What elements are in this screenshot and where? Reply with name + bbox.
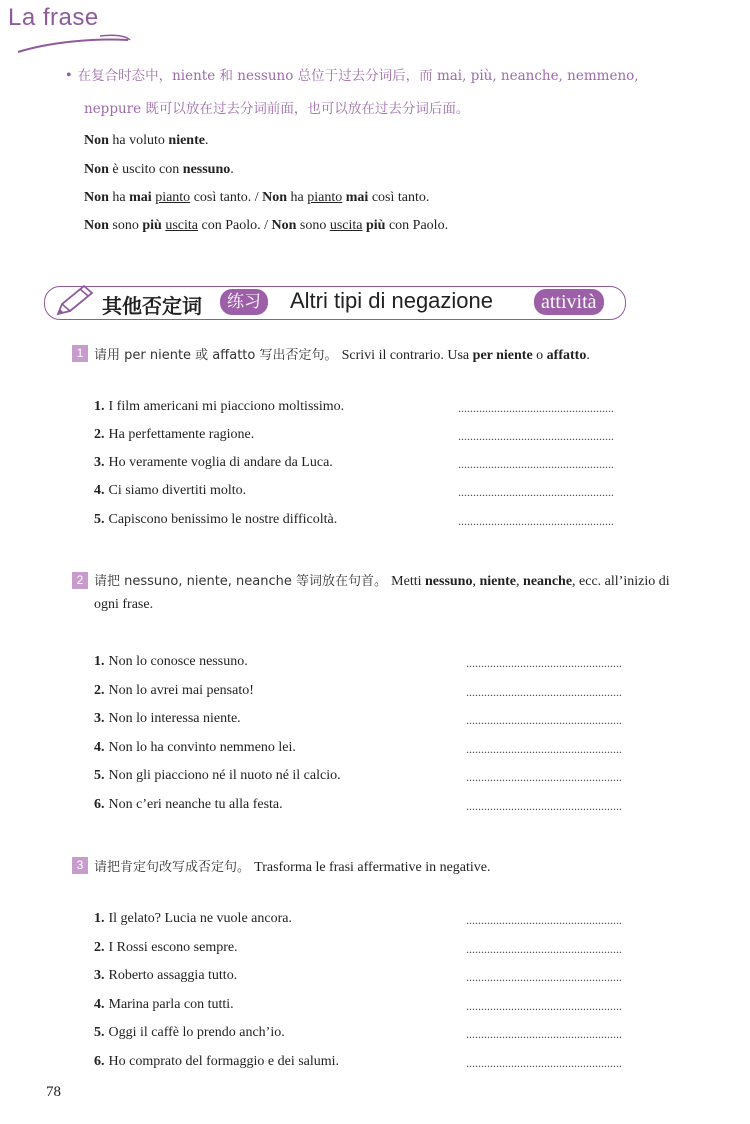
section-title-cn: 其他否定词 <box>102 294 202 318</box>
exercise-instruction: 请把 nessuno, niente, neanche 等词放在句首。 Metti nessuno, niente, neanche, ecc. all’inizio di <box>94 574 670 589</box>
exercise-item: 1. I film americani mi piacciono moltissimo. <box>94 399 345 414</box>
answer-blank[interactable]: .................................................... <box>466 656 622 670</box>
answer-blank[interactable]: .................................................... <box>458 401 614 415</box>
exercise-item: 1. Non lo conosce nessuno. <box>94 654 248 669</box>
answer-blank[interactable]: .................................................... <box>466 1027 622 1041</box>
exercise-number-badge: 3 <box>72 857 88 874</box>
exercise-item: 3. Roberto assaggia tutto. <box>94 968 238 983</box>
answer-blank[interactable]: .................................................... <box>458 485 614 499</box>
section-pill-cn: 练习 <box>220 289 268 315</box>
section-pill-it: attività <box>534 289 604 315</box>
exercise-item: 3. Ho veramente voglia di andare da Luca. <box>94 455 333 470</box>
example-sentence: Non ha mai pianto così tanto. / Non ha pianto mai così tanto. <box>84 190 430 205</box>
exercise-item: 5. Oggi il caffè lo prendo anch’io. <box>94 1025 285 1040</box>
answer-blank[interactable]: .................................................... <box>458 429 614 443</box>
exercise-instruction-continued: ogni frase. <box>94 597 154 612</box>
exercise-item: 4. Ci siamo divertiti molto. <box>94 483 247 498</box>
exercise-item: 6. Non c’eri neanche tu alla festa. <box>94 797 283 812</box>
exercise-item: 2. Non lo avrei mai pensato! <box>94 683 254 698</box>
answer-blank[interactable]: .................................................... <box>466 713 622 727</box>
exercise-item: 4. Marina parla con tutti. <box>94 997 234 1012</box>
exercise-instruction: 请把肯定句改写成否定句。 Trasforma le frasi affermative in negative. <box>94 860 491 875</box>
exercise-item: 2. Ha perfettamente ragione. <box>94 427 255 442</box>
answer-blank[interactable]: .................................................... <box>466 742 622 756</box>
section-title-it: Altri tipi di negazione <box>290 288 494 313</box>
bullet-icon: • <box>66 67 72 84</box>
grammar-note-line-2: neppure 既可以放在过去分词前面，也可以放在过去分词后面。 <box>84 101 470 117</box>
answer-blank[interactable]: .................................................... <box>466 770 622 784</box>
exercise-item: 5. Non gli piacciono né il nuoto né il calcio. <box>94 768 341 783</box>
example-sentence: Non sono più uscita con Paolo. / Non sono uscita più con Paolo. <box>84 218 449 233</box>
example-sentence: Non è uscito con nessuno. <box>84 162 234 177</box>
exercise-item: 6. Ho comprato del formaggio e dei salumi. <box>94 1054 340 1069</box>
exercise-item: 5. Capiscono benissimo le nostre difficoltà. <box>94 512 338 527</box>
answer-blank[interactable]: .................................................... <box>466 1056 622 1070</box>
answer-blank[interactable]: .................................................... <box>466 913 622 927</box>
grammar-note-line-1: • 在复合时态中，niente 和 nessuno 总位于过去分词后，而 mai, più, neanche, nemmeno, <box>66 67 639 84</box>
answer-blank[interactable]: .................................................... <box>458 514 614 528</box>
header-swoosh <box>0 28 140 58</box>
exercise-instruction: 请用 per niente 或 affatto 写出否定句。 Scrivi il contrario. Usa per niente o affatto. <box>94 348 590 363</box>
exercise-item: 3. Non lo interessa niente. <box>94 711 241 726</box>
running-head: La frase <box>8 4 99 31</box>
answer-blank[interactable]: .................................................... <box>466 942 622 956</box>
exercise-item: 4. Non lo ha convinto nemmeno lei. <box>94 740 296 755</box>
exercise-item: 1. Il gelato? Lucia ne vuole ancora. <box>94 911 292 926</box>
example-sentence: Non ha voluto niente. <box>84 133 209 148</box>
pencil-icon <box>52 282 98 320</box>
exercise-item: 2. I Rossi escono sempre. <box>94 940 238 955</box>
answer-blank[interactable]: .................................................... <box>458 457 614 471</box>
answer-blank[interactable]: .................................................... <box>466 685 622 699</box>
answer-blank[interactable]: .................................................... <box>466 970 622 984</box>
page-number: 78 <box>46 1084 61 1100</box>
answer-blank[interactable]: .................................................... <box>466 999 622 1013</box>
exercise-number-badge: 1 <box>72 345 88 362</box>
exercise-number-badge: 2 <box>72 572 88 589</box>
answer-blank[interactable]: .................................................... <box>466 799 622 813</box>
